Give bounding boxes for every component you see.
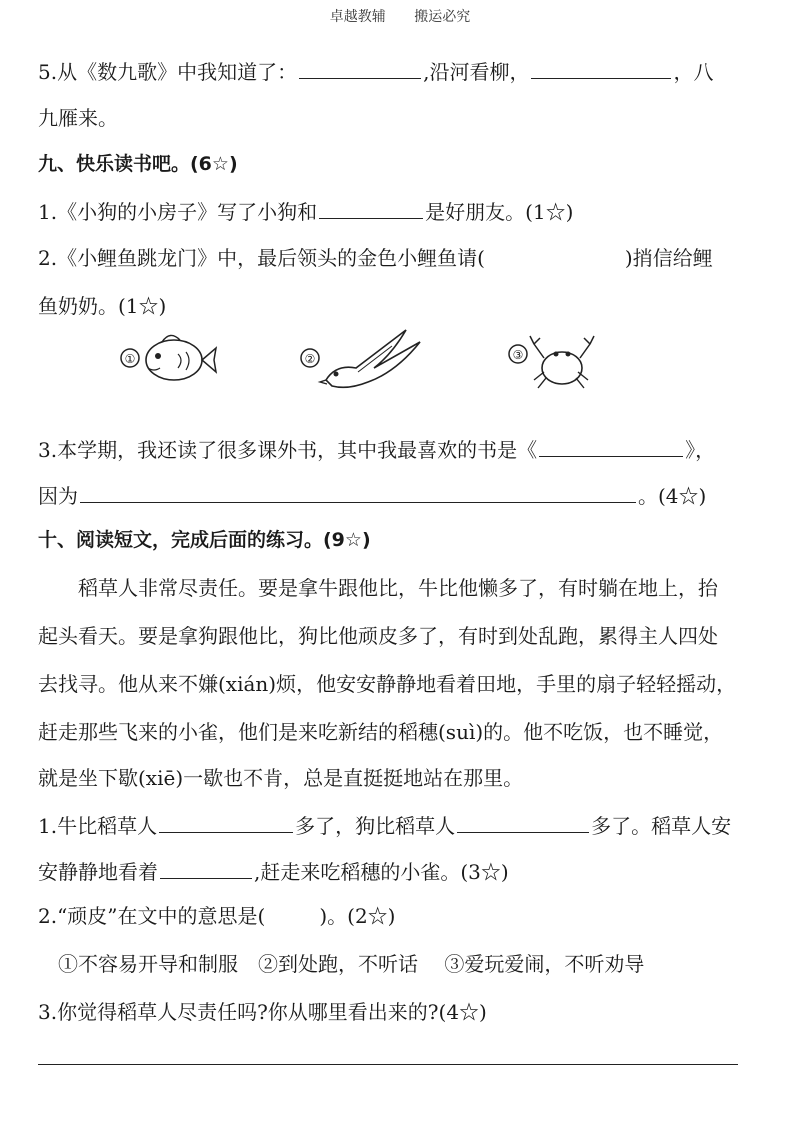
passage-line-4: 赶走那些飞来的小雀，他们是来吃新结的稻穗(suì)的。他不吃饭，也不睡觉， [38, 720, 724, 744]
option-number-1: ① [124, 352, 136, 366]
s9-q1 [38, 196, 760, 226]
s10-q1-blank-3[interactable] [160, 856, 252, 879]
crab-icon [506, 324, 606, 398]
s10-q2-text-a: 2.“顽皮”在文中的意思是( [38, 904, 266, 928]
option-number-3: ③ [512, 348, 524, 362]
s10-q1-text-d: 安静静地看着 [38, 860, 158, 884]
option-number-2: ② [304, 352, 316, 366]
q5-line2: 九雁来。 [38, 106, 118, 130]
s9-q2-text-b: )捎信给鲤 [624, 246, 713, 270]
s10-q1-text-b: 多了，狗比稻草人 [295, 814, 456, 838]
s10-q1-text-e: ,赶走来吃稻穗的小雀。(3☆) [254, 860, 509, 884]
s10-q3-answer-line[interactable] [38, 1064, 738, 1065]
s9-q3 [38, 434, 760, 464]
s10-q1-text-a: 1.牛比稻草人 [38, 814, 158, 838]
s10-q2-text-b: )。(2☆) [319, 904, 396, 928]
option-crab[interactable] [506, 324, 606, 403]
s9-q1-blank[interactable] [319, 196, 423, 219]
s10-q2 [38, 902, 760, 930]
s10-q3: 3.你觉得稻草人尽责任吗?你从哪里看出来的?(4☆) [38, 1000, 487, 1024]
header-publisher: 卓越教辅 [329, 9, 386, 25]
q5-line1 [38, 56, 760, 86]
picture-options [118, 324, 648, 402]
s10-q1-blank-1[interactable] [159, 810, 293, 833]
s10-q1-text-c: 多了。稻草人安 [591, 814, 732, 838]
s9-q2 [38, 244, 760, 272]
s10-q1-blank-2[interactable] [457, 810, 589, 833]
s9-q2-line2: 鱼奶奶。(1☆) [38, 294, 167, 318]
fish-icon [118, 324, 218, 394]
s9-q3-reason-blank[interactable] [80, 480, 636, 503]
q5-blank-1[interactable] [299, 56, 421, 79]
passage-line-5: 就是坐下歇(xiē)一歇也不肯，总是直挺挺地站在那里。 [38, 766, 524, 790]
s9-q1-text-b: 是好朋友。(1☆) [425, 200, 574, 224]
s9-q3-text-a: 3.本学期，我还读了很多课外书，其中我最喜欢的书是《 [38, 438, 538, 462]
s10-q1 [38, 810, 760, 840]
s9-q3-book-blank[interactable] [539, 434, 683, 457]
s9-q3-text-d: 。(4☆) [638, 484, 707, 508]
s9-q3-text-b: 》， [685, 438, 716, 462]
page-header [0, 6, 800, 26]
header-notice: 搬运必究 [414, 9, 471, 25]
passage-line-1: 稻草人非常尽责任。要是拿牛跟他比，牛比他懒多了，有时躺在地上，抬 [78, 576, 718, 600]
q5-text-c: ，八 [673, 60, 714, 84]
section9-title: 九、快乐读书吧。(6☆) [38, 153, 238, 175]
option-swallow[interactable] [296, 324, 426, 403]
q5-blank-2[interactable] [531, 56, 671, 79]
q5-text-b: ,沿河看柳， [423, 60, 530, 84]
s9-q3-text-c: 因为 [38, 484, 78, 508]
s9-q1-text-a: 1.《小狗的小房子》写了小狗和 [38, 200, 318, 224]
q5-text-a: 5.从《数九歌》中我知道了： [38, 60, 298, 84]
swallow-icon [296, 324, 426, 398]
s9-q3-line2 [38, 480, 760, 510]
section10-title: 十、阅读短文，完成后面的练习。(9☆) [38, 529, 371, 551]
passage-line-2: 起头看天。要是拿狗跟他比，狗比他顽皮多了，有时到处乱跑，累得主人四处 [38, 624, 718, 648]
passage-line-3: 去找寻。他从来不嫌(xián)烦，他安安静静地看着田地，手里的扇子轻轻摇动， [38, 672, 737, 696]
option-fish[interactable] [118, 324, 218, 399]
s10-q1-line2 [38, 856, 760, 886]
s10-q2-choices: ①不容易开导和制服 ②到处跑，不听话 ③爱玩爱闹，不听劝导 [58, 952, 645, 976]
s9-q2-text-a: 2.《小鲤鱼跳龙门》中，最后领头的金色小鲤鱼请( [38, 246, 485, 270]
